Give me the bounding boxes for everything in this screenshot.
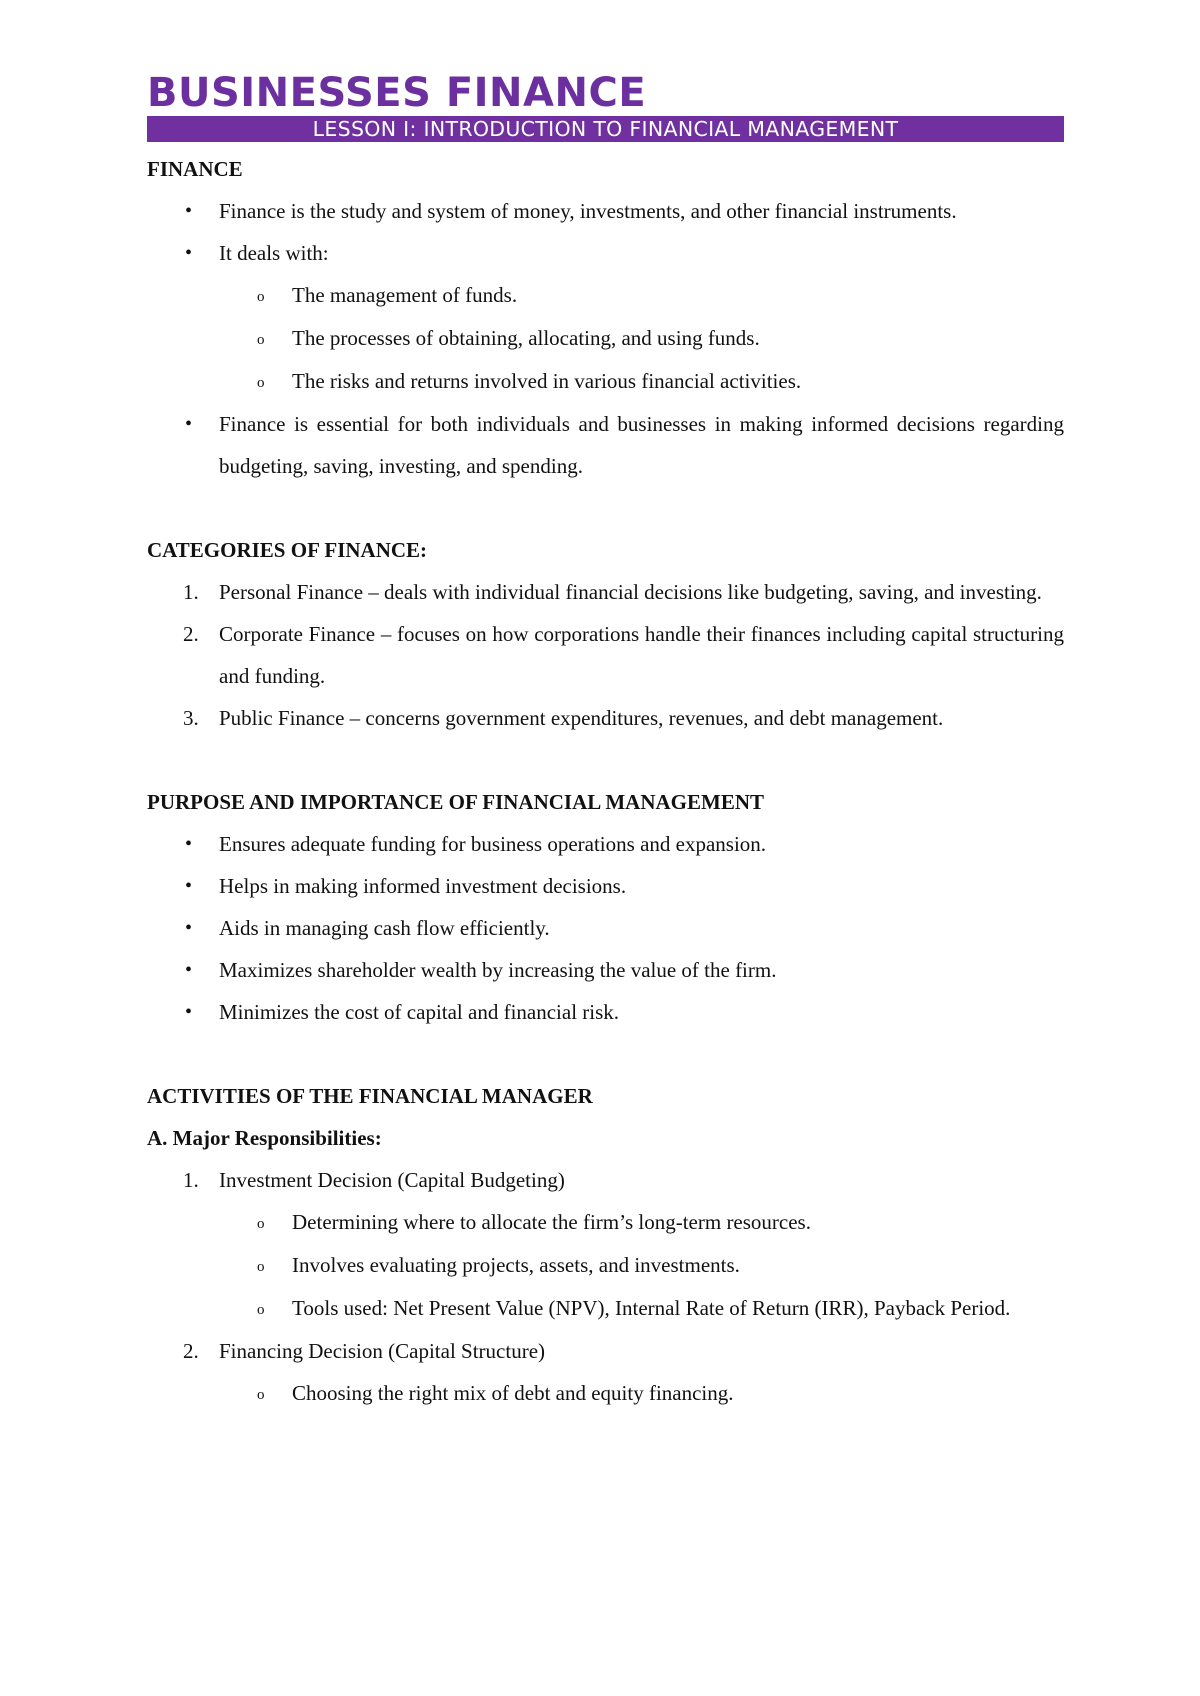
document-content: [147, 70, 1064, 1415]
number-marker: 3.: [183, 706, 199, 730]
list-item-text: It deals with:: [219, 241, 329, 265]
list-item-text: Ensures adequate funding for business operations and expansion.: [219, 832, 767, 856]
sub-bullet-marker: o: [257, 375, 265, 391]
responsibilities-list: [147, 1159, 1064, 1415]
sub-item-text: Choosing the right mix of debt and equity financing.: [292, 1381, 734, 1405]
sub-bullet-marker: o: [257, 1387, 265, 1403]
list-item-text: Aids in managing cash flow efficiently.: [219, 916, 550, 940]
list-item: [147, 823, 1064, 865]
list-item-text: Finance is essential for both individuals and businesses in making informed decisions regarding budgeting, saving, investing, and spending.: [219, 412, 1064, 478]
list-item-text: Public Finance – concerns government expenditures, revenues, and debt management.: [219, 706, 944, 730]
number-marker: 1.: [183, 1168, 199, 1192]
bullet-marker: •: [185, 833, 193, 855]
list-item: [147, 232, 1064, 274]
responsibilities-subheading: A. Major Responsibilities:: [147, 1126, 382, 1150]
purpose-heading: PURPOSE AND IMPORTANCE OF FINANCIAL MANAGEMENT: [147, 790, 765, 814]
bullet-marker: •: [185, 959, 193, 981]
sub-item-text: The risks and returns involved in various financial activities.: [292, 369, 802, 393]
purpose-list: [147, 823, 1064, 1033]
sub-item-text: The processes of obtaining, allocating, and using funds.: [292, 326, 760, 350]
sub-item-text: Determining where to allocate the firm’s long-term resources.: [292, 1210, 811, 1234]
sub-list-item: [147, 317, 1064, 360]
list-item: [147, 571, 1064, 613]
list-item-text: Financing Decision (Capital Structure): [219, 1339, 546, 1363]
document-title: BUSINESSES FINANCE: [147, 70, 647, 116]
list-item: [147, 1159, 1064, 1201]
list-item: [147, 907, 1064, 949]
list-item: [147, 697, 1064, 739]
sub-list-item: [147, 274, 1064, 317]
sub-bullet-marker: o: [257, 1302, 265, 1318]
bullet-marker: •: [185, 242, 193, 264]
list-item-text: Finance is the study and system of money, investments, and other financial instruments.: [219, 199, 957, 223]
bullet-marker: •: [185, 917, 193, 939]
bullet-marker: •: [185, 1001, 193, 1023]
list-item-text: Personal Finance – deals with individual financial decisions like budgeting, saving, and investing.: [219, 580, 1042, 604]
sub-bullet-marker: o: [257, 332, 265, 348]
list-item: [147, 949, 1064, 991]
list-item: [147, 403, 1064, 487]
activities-heading: ACTIVITIES OF THE FINANCIAL MANAGER: [147, 1084, 593, 1108]
list-item: [147, 991, 1064, 1033]
list-item: [147, 865, 1064, 907]
sub-bullet-marker: o: [257, 1259, 265, 1275]
number-marker: 2.: [183, 622, 199, 646]
list-item-text: Minimizes the cost of capital and financial risk.: [219, 1000, 620, 1024]
list-item: [147, 613, 1064, 697]
sub-item-text: Tools used: Net Present Value (NPV), Internal Rate of Return (IRR), Payback Period.: [292, 1296, 1011, 1320]
bullet-marker: •: [185, 413, 193, 435]
list-item-text: Investment Decision (Capital Budgeting): [219, 1168, 565, 1192]
sub-list-item: [147, 1287, 1064, 1330]
list-item-text: Corporate Finance – focuses on how corporations handle their finances including capital structuring and funding.: [219, 622, 1064, 688]
categories-list: [147, 571, 1064, 739]
list-item: [147, 1330, 1064, 1372]
sub-list-item: [147, 1244, 1064, 1287]
sub-bullet-marker: o: [257, 1216, 265, 1232]
finance-heading: FINANCE: [147, 157, 243, 181]
lesson-banner: LESSON I: INTRODUCTION TO FINANCIAL MANAGEMENT: [147, 116, 1064, 142]
bullet-marker: •: [185, 875, 193, 897]
list-item-text: Helps in making informed investment decisions.: [219, 874, 627, 898]
categories-heading: CATEGORIES OF FINANCE:: [147, 538, 428, 562]
bullet-marker: •: [185, 200, 193, 222]
finance-list: [147, 190, 1064, 487]
sub-list-item: [147, 1201, 1064, 1244]
sub-list-item: [147, 1372, 1064, 1415]
number-marker: 1.: [183, 580, 199, 604]
list-item: [147, 190, 1064, 232]
sub-item-text: The management of funds.: [292, 283, 518, 307]
sub-item-text: Involves evaluating projects, assets, and investments.: [292, 1253, 740, 1277]
sub-bullet-marker: o: [257, 289, 265, 305]
list-item-text: Maximizes shareholder wealth by increasing the value of the firm.: [219, 958, 777, 982]
number-marker: 2.: [183, 1339, 199, 1363]
sub-list-item: [147, 360, 1064, 403]
